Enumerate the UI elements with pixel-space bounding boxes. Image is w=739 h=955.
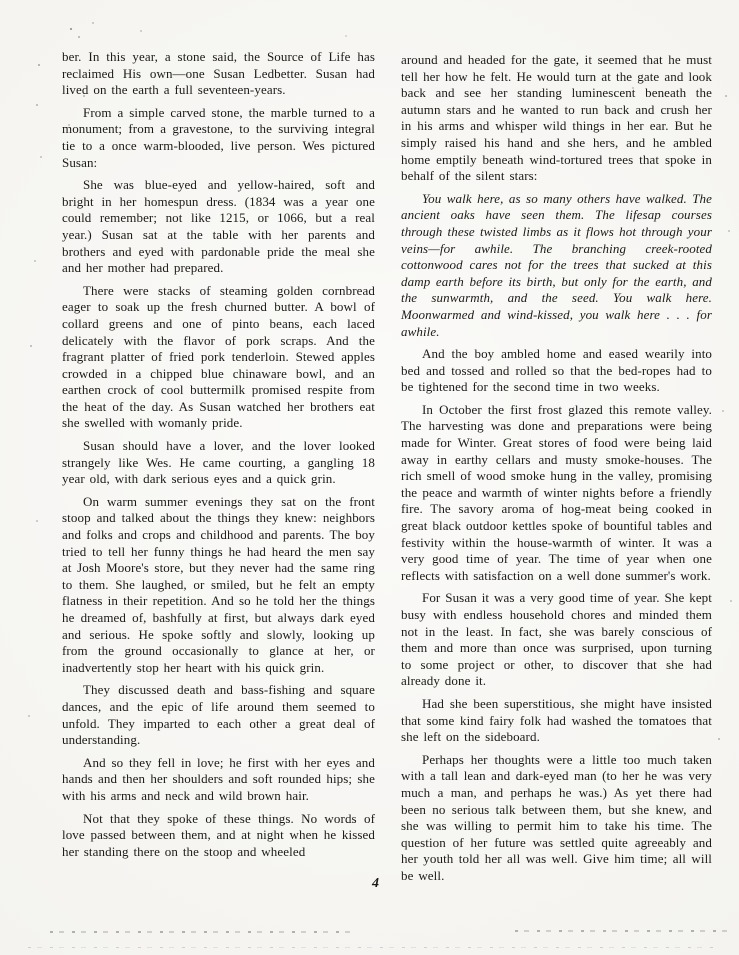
body-paragraph: There were stacks of steaming golden cornbread eager to soak up the fresh churned butter. A bowl of collard greens and one of pinto beans, each laced delicately with the flavor of pork scraps. And the fragrant platter of fried pork tenderloin. Stewed apples crowded in a chipped blue chinaware bowl, and an earthen crock of cool buttermilk promised respite from the heat of the day. As Susan watched her brothers eat she swelled with womanly pride. (62, 282, 375, 431)
body-paragraph: In October the first frost glazed this remote valley. The harvesting was done and preparations were being made for Winter. Great stores of food were being laid away in earthy cellars and musty smoke-houses. The rich smell of wood smoke hung in the valley, promising the peace and warmth of winter nights before a friendly fire. The savory aroma of hog-meat being cooked in great black outdoor kettles spoke of bountiful tables and festivity within the house-warmth of winter. It was a very good time of year. The time of year when one reflects with satisfaction on a well done summer's work. (401, 401, 712, 583)
body-paragraph: On warm summer evenings they sat on the front stoop and talked about the things they knew: neighbors and folks and crops and childhood and parents. The boy tried to tell her funny things he had heard the men say at Josh Moore's store, but they never had the same ring to them. She laughed, or smiled, but he felt an empty flatness in their repetition. And so he told her the things he dreamed of, bashfully at first, but always dark eyed and serious. He spoke softly and slowly, looking up from the ground occasionally to glance at her, or inadvertently stop her heart with his quick grin. (62, 493, 375, 675)
scan-noise-speckles (0, 0, 2, 2)
body-paragraph: She was blue-eyed and yellow-haired, soft and bright in her homespun dress. (1834 was a year one could remember; not like 1215, or 1066, but a real year.) Susan sat at the table with her parents and brothers and eyed with pardonable pride the meal she and her mother had prepared. (62, 177, 375, 276)
scan-noise-line (28, 947, 718, 948)
page-number: 4 (372, 876, 379, 891)
body-paragraph: From a simple carved stone, the marble turned to a monument; from a gravestone, to the surviving integral tie to a once warm-blooded, live person. Wes pictured Susan: (62, 104, 375, 170)
scan-noise-line (50, 931, 355, 933)
scan-noise-line (515, 930, 730, 932)
body-paragraph: And the boy ambled home and eased wearily into bed and tossed and rolled so that the bed-ropes had to be tightened for the second time in two weeks. (401, 346, 712, 395)
italic-quote-paragraph: You walk here, as so many others have walked. The ancient oaks have seen them. The lifesap courses through these twisted limbs as it flows hot through your veins—for awhile. The branching creek-rooted cottonwood cares not for the trees that sucked at this damp earth before its birth, but only for the earth, and the sunwarmth, and the seed. You walk here. Moonwarmed and wind-kissed, you walk here . . . for awhile. (401, 190, 712, 339)
body-paragraph: Perhaps her thoughts were a little too much taken with a tall lean and dark-eyed man (to her he was very much a man, and perhaps he was.) As yet there had been no serious talk between them, but she knew, and she was willing to permit him to take his time. The question of her future was settled quite agreeably and her youth told her all was well. Give him time; all will be well. (401, 751, 712, 883)
right-text-column (401, 52, 712, 891)
left-text-column (62, 49, 375, 866)
body-paragraph: Susan should have a lover, and the lover looked strangely like Wes. He came courting, a gangling 18 year old, with dark serious eyes and a quick grin. (62, 438, 375, 487)
body-paragraph: around and headed for the gate, it seemed that he must tell her how he felt. He would turn at the gate and look back and see her standing luminescent beneath the autumn stars and he wanted to run back and crush her in his arms and whisper wild things in her ear. But he simply raised his hand and she hers, and he ambled home emptily beneath wind-tortured trees that spoke in behalf of the silent stars: (401, 52, 712, 184)
body-paragraph: Not that they spoke of these things. No words of love passed between them, and at night when he kissed her standing there on the stoop and wheeled (62, 810, 375, 859)
body-paragraph: Had she been superstitious, she might have insisted that some kind fairy folk had washed the tomatoes that she left on the sideboard. (401, 695, 712, 745)
body-paragraph: ber. In this year, a stone said, the Source of Life has reclaimed His own—one Susan Ledbetter. Susan had lived on the earth a full seventeen-years. (62, 49, 375, 98)
body-paragraph: For Susan it was a very good time of year. She kept busy with endless household chores and minded them not in the least. In fact, she was barely conscious of them and more than once was surprised, upon turning to some project or other, to discover that she had already done it. (401, 590, 712, 689)
body-paragraph: And so they fell in love; he first with her eyes and hands and then her shoulders and soft rounded hips; she with his arms and neck and wild brown hair. (62, 754, 375, 803)
body-paragraph: They discussed death and bass-fishing and square dances, and the epic of life around them seemed to unfold. They imparted to each other a great deal of understanding. (62, 682, 375, 748)
